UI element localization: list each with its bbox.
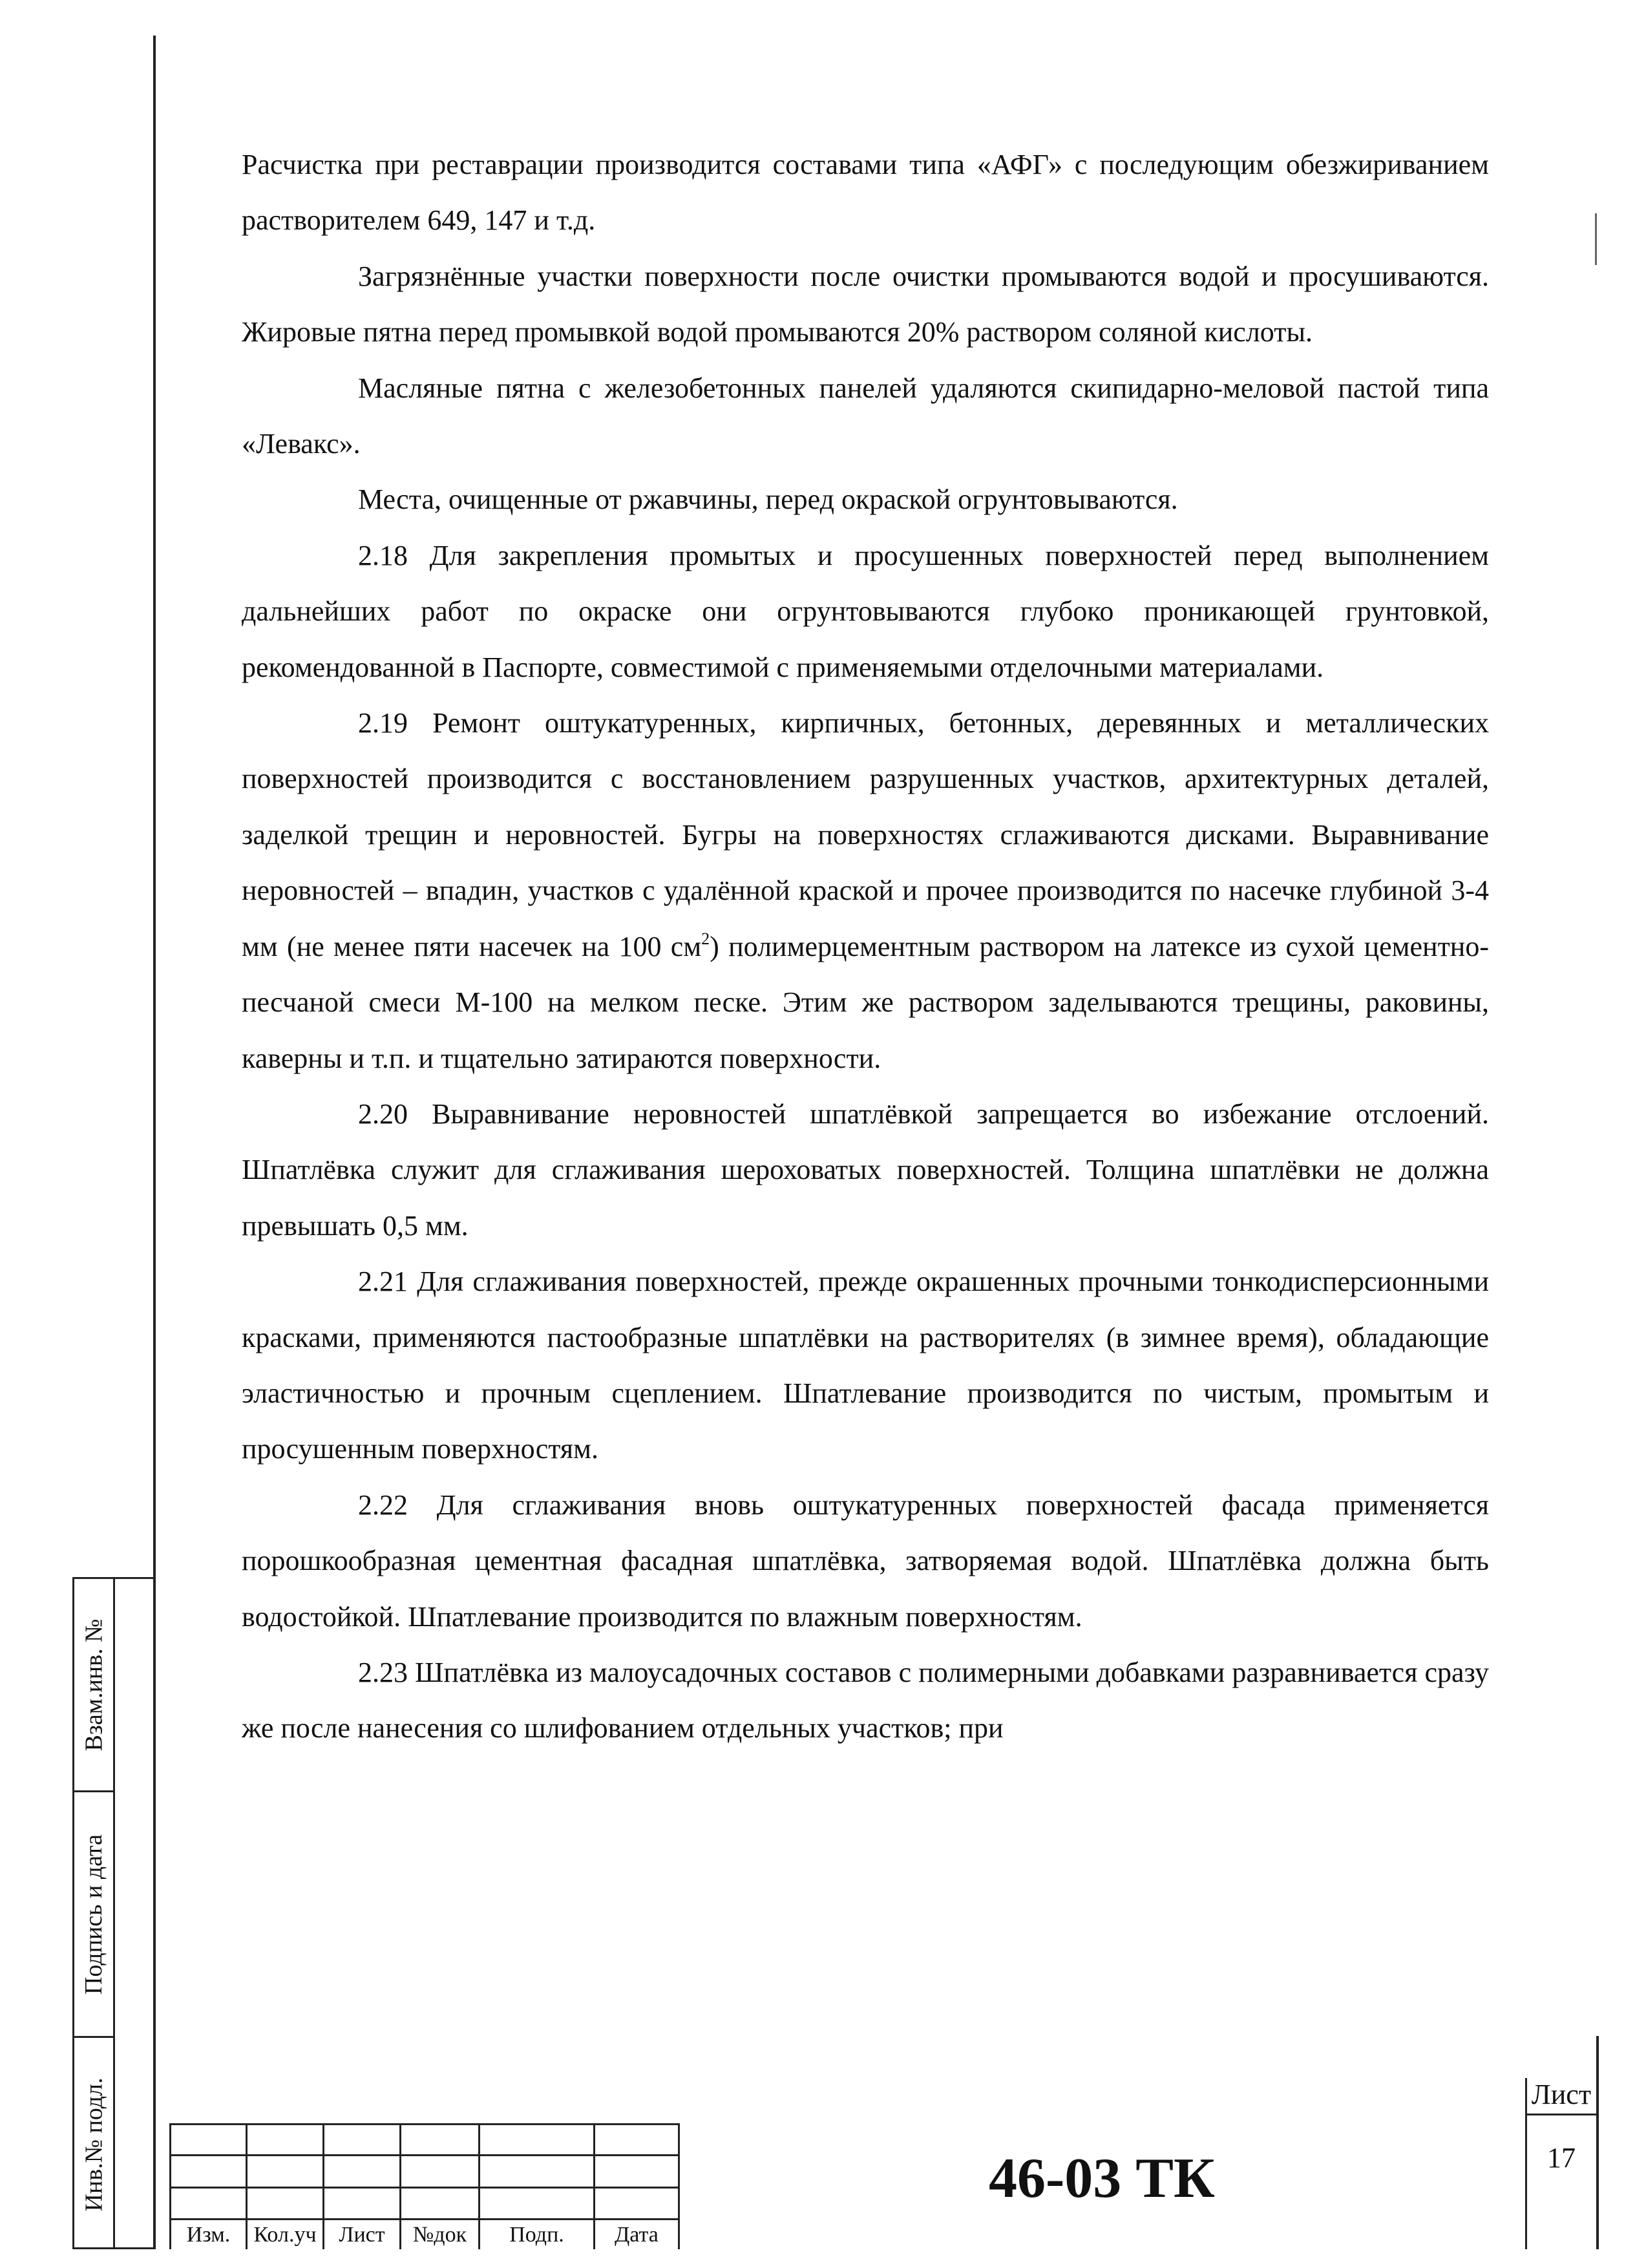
- paragraph-4: Места, очищенные от ржавчины, перед окраской огрунтовываются.: [358, 483, 1178, 516]
- side-stamp-podpis-label: Подпись и дата: [80, 1834, 108, 1995]
- side-stamp-vzam: [74, 1579, 113, 1790]
- sheet-box-line: [1525, 2114, 1598, 2115]
- sheet-label: Лист: [1531, 2079, 1592, 2110]
- title-block: [169, 2123, 680, 2249]
- paragraph-2-18: 2.18 Для закрепления промытых и просушенных поверхностей перед выполнением дальнейших работ по окраске они огрунтовываются глубоко проникающей грунтовкой, рекомендованной в Паспорте, совместимой с применяемыми отделочными материалами.: [242, 539, 1489, 683]
- paragraph-2-23: 2.23 Шпатлёвка из малоусадочных составов с полимерными добавками разравнивается сразу же после нанесения со шлифованием отдельных участков; при: [242, 1656, 1489, 1744]
- side-stamp-divider: [113, 1579, 115, 2247]
- label-data: Дата: [615, 2222, 659, 2247]
- paragraph-1: Расчистка при реставрации производится составами типа «АФГ» с последующим обезжириванием растворителем 649, 147 и т.д.: [242, 149, 1489, 237]
- label-podp: Подп.: [509, 2222, 564, 2247]
- side-stamp-podpis: [74, 1792, 113, 2036]
- side-stamp-vzam-label: Взам.инв. №: [80, 1618, 108, 1751]
- margin-mark: [1595, 213, 1597, 265]
- label-izm: Изм.: [186, 2222, 231, 2247]
- paragraph-3: Масляные пятна с железобетонных панелей удаляются скипидарно-меловой пастой типа «Левакс».: [242, 372, 1489, 460]
- label-kol-uch: Кол.уч: [253, 2222, 317, 2247]
- side-stamp-inv: [74, 2038, 113, 2251]
- paragraph-2-21: 2.21 Для сглаживания поверхностей, прежде окрашенных прочными тонкодисперсионными красками, применяются пастообразные шпатлёвки на растворителях (в зимнее время), обладающие эластичностью и прочным сцеплением. Шпатлевание производится по чистым, промытым и просушенным поверхностям.: [242, 1266, 1489, 1465]
- paragraph-2-19: [242, 695, 1489, 1086]
- document-code: 46-03 ТК: [989, 2147, 1215, 2210]
- label-list: Лист: [339, 2222, 385, 2247]
- sheet-box: [1525, 2078, 1598, 2249]
- paragraph-2-20: 2.20 Выравнивание неровностей шпатлёвкой запрещается во избежание отслоений. Шпатлёвка служит для сглаживания шероховатых поверхностей. Толщина шпатлёвки не должна превышать 0,5 мм.: [242, 1097, 1489, 1242]
- paragraph-2-19-part-2: ) полимерцементным раствором на латексе из сухой цементно-песчаной смеси М-100 на мелком песке. Этим же раствором заделываются трещины, раковины, каверны и т.п. и тщательно затираются поверхности.: [242, 930, 1489, 1074]
- title-block-line: [678, 2123, 680, 2249]
- sheet-number: 17: [1547, 2142, 1576, 2174]
- document-body: [242, 137, 1489, 1757]
- paragraph-2: Загрязнённые участки поверхности после очистки промываются водой и просушиваются. Жировые пятна перед промывкой водой промываются 20% раствором соляной кислоты.: [242, 260, 1489, 348]
- superscript-2: 2: [701, 929, 710, 948]
- side-stamp: [72, 1577, 155, 2249]
- label-ndok: №док: [412, 2222, 467, 2247]
- paragraph-2-22: 2.22 Для сглаживания вновь оштукатуренных поверхностей фасада применяется порошкообразная цементная фасадная шпатлёвка, затворяемая водой. Шпатлёвка должна быть водостойкой. Шпатлевание производится по влажным поверхностям.: [242, 1489, 1489, 1633]
- side-stamp-inv-label: Инв.№ подл.: [80, 2077, 108, 2212]
- paragraph-2-19-part-1: 2.19 Ремонт оштукатуренных, кирпичных, бетонных, деревянных и металлических поверхностей производится с восстановлением разрушенных участков, архитектурных деталей, заделкой трещин и неровностей. Бугры на поверхностях сглаживаются дисками. Выравнивание неровностей – впадин, участков с удалённой краской и прочее производится по насечке глубиной 3-4 мм (не менее пяти насечек на 100 см: [242, 707, 1489, 962]
